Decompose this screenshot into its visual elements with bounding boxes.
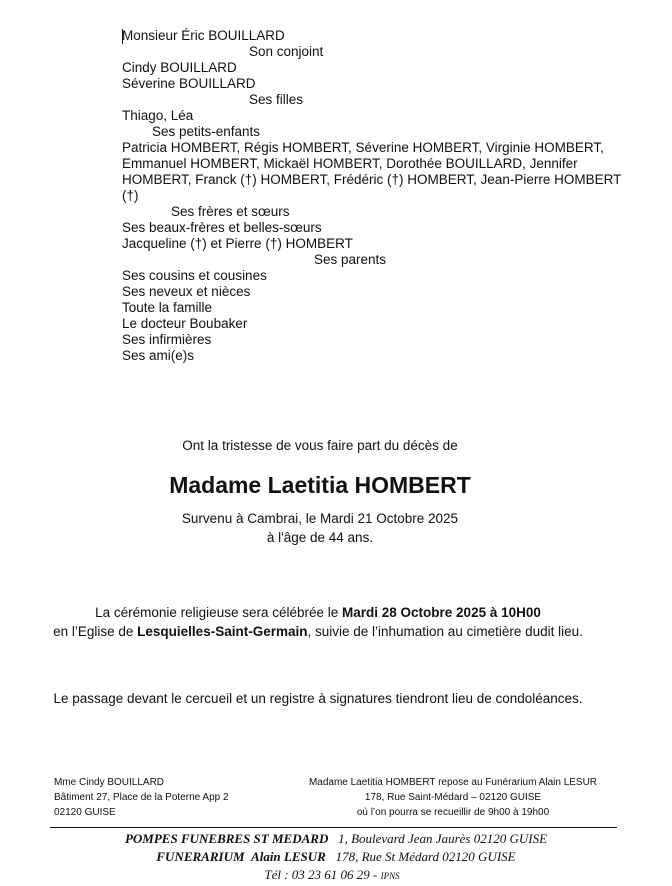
relatives-line: Le docteur Boubaker <box>122 316 248 331</box>
ceremony-datetime: Mardi 28 Octobre 2025 à 10H00 <box>342 605 541 620</box>
siblings-role: Ses frères et sœurs <box>171 204 290 219</box>
death-place-date: Survenu à Cambrai, le Mardi 21 Octobre 2025 <box>181 511 459 526</box>
announcement-intro: Ont la tristesse de vous faire part du décès de <box>182 438 458 453</box>
relatives-line: Ses neveux et nièces <box>122 284 251 299</box>
in-laws: Ses beaux-frères et belles-sœurs <box>122 220 322 235</box>
daughter-name-2: Séverine BOUILLARD <box>122 76 256 91</box>
contact-address-2: 02120 GUISE <box>54 807 116 818</box>
spouse-role: Son conjoint <box>249 44 324 59</box>
condolences-note: Le passage devant le cercueil et un registre à signatures tiendront lieu de condoléances. <box>53 691 583 706</box>
church-name: Lesquielles-Saint-Germain <box>137 624 308 639</box>
rest-place-line-3: où l’on pourra se recueillir de 9h00 à 19h00 <box>356 807 550 818</box>
funeral-home-line-1: POMPES FUNEBRES ST MEDARD 1, Boulevard Jean Jaurès 02120 GUISE <box>124 831 548 846</box>
deceased-name: Madame Laetitia HOMBERT <box>169 472 471 498</box>
parents-names: Jacqueline (†) et Pierre (†) HOMBERT <box>122 236 353 251</box>
siblings-names: Patricia HOMBERT, Régis HOMBERT, Séverine HOMBERT, Virginie HOMBERT, Emmanuel HOMBERT, Mickaël HOMBERT, Dorothée BOUILLARD, Jennifer HOMBERT, Franck (†) HOMBERT, Frédéric (†) HOMBERT, Jean-Pierre HOMBERT (†) <box>122 140 622 203</box>
ceremony-line-1: La cérémonie religieuse sera célébrée le Mardi 28 Octobre 2025 à 10H00 <box>95 605 541 620</box>
relatives-line: Toute la famille <box>122 300 213 315</box>
grandchildren-role: Ses petits-enfants <box>152 124 261 139</box>
spouse-name: Monsieur Éric BOUILLARD <box>122 28 285 43</box>
funeral-home-line-2: FUNERARIUM Alain LESUR 178, Rue St Médard 02120 GUISE <box>156 849 516 864</box>
relatives-line: Ses ami(e)s <box>122 348 195 363</box>
funeral-home-phone: Tél : 03 23 61 06 29 - IPNS <box>264 867 400 882</box>
rest-place-line-2: 178, Rue Saint-Médard – 02120 GUISE <box>364 792 542 803</box>
relatives-line: Ses cousins et cousines <box>122 268 267 283</box>
daughters-role: Ses filles <box>249 92 304 107</box>
contact-address-1: Bâtiment 27, Place de la Poterne App 2 <box>54 792 229 803</box>
grandchildren-names: Thiago, Léa <box>122 108 194 123</box>
rest-place-line-1: Madame Laetitia HOMBERT repose au Funérarium Alain LESUR <box>308 777 598 788</box>
ceremony-line-2: en l’Eglise de Lesquielles-Saint-Germain, suivie de l’inhumation au cimetière dudit lieu. <box>53 624 583 639</box>
contact-name: Mme Cindy BOUILLARD <box>54 777 165 788</box>
daughter-name-1: Cindy BOUILLARD <box>122 60 237 75</box>
deceased-age: à l'âge de 44 ans. <box>266 530 374 545</box>
parents-role: Ses parents <box>314 252 387 267</box>
footer-divider <box>50 827 617 828</box>
relatives-line: Ses infirmières <box>122 332 212 347</box>
